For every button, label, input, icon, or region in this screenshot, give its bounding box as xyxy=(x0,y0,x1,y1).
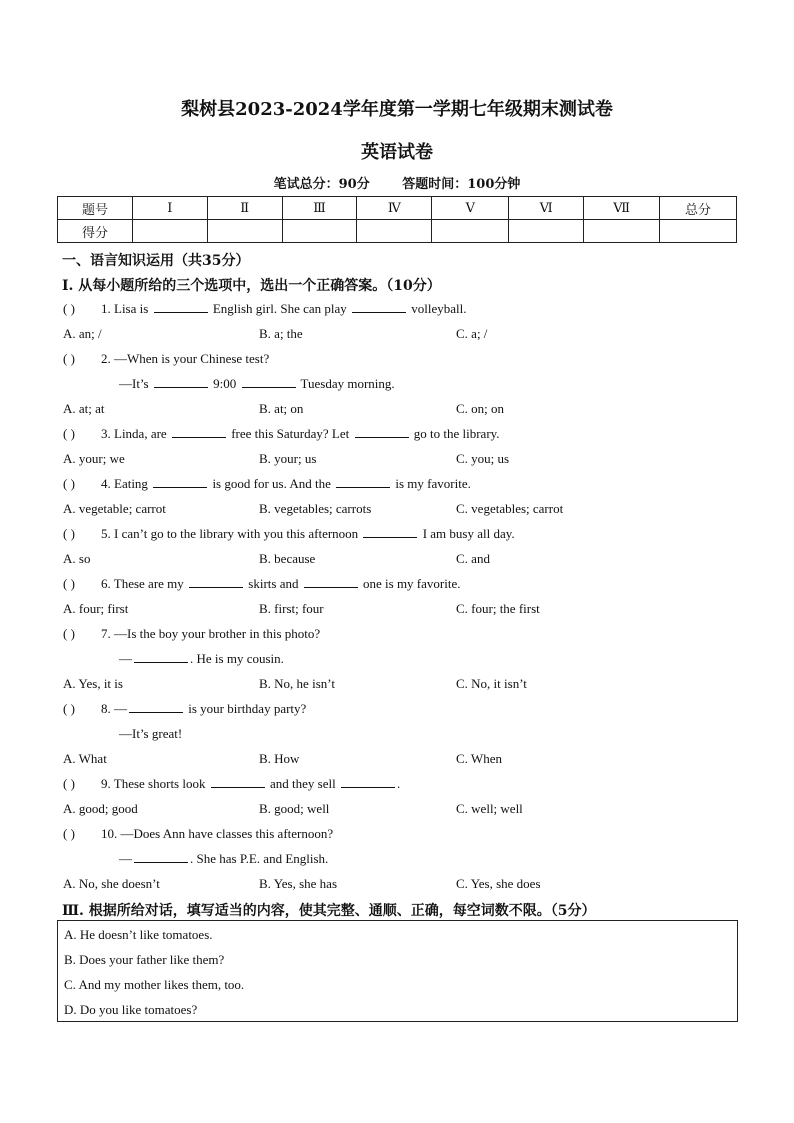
score-cell[interactable] xyxy=(207,220,282,243)
option-b: B. No, he isn’t xyxy=(259,676,335,691)
score-cell[interactable] xyxy=(660,220,737,243)
option-a: A. four; first xyxy=(63,601,129,616)
score-table-header-cell: Ⅵ xyxy=(509,197,584,220)
box-option-b: B. Does your father like them? xyxy=(64,952,225,967)
answer-blank[interactable] xyxy=(154,376,208,388)
answer-paren[interactable]: ( ) xyxy=(63,626,75,641)
question-line xyxy=(63,301,467,317)
question-text: . xyxy=(396,776,401,791)
score-table-score-row xyxy=(58,220,737,243)
question-text: is good for us. And the xyxy=(209,476,335,491)
exam-title: 梨树县2023-2024学年度第一学期七年级期末测试卷 xyxy=(181,99,613,120)
answer-blank[interactable] xyxy=(352,301,406,313)
option-c: C. well; well xyxy=(456,801,523,816)
score-table-header-cell: Ⅴ xyxy=(432,197,509,220)
score-table-header-cell: Ⅲ xyxy=(282,197,357,220)
exam-info xyxy=(0,173,794,192)
question-text: Eating xyxy=(114,476,152,491)
option-a: A. What xyxy=(63,751,107,766)
score-cell[interactable] xyxy=(509,220,584,243)
question-text: is my favorite. xyxy=(392,476,471,491)
question-number: 1. xyxy=(101,301,111,316)
score-row-label: 得分 xyxy=(58,220,133,243)
answer-paren[interactable]: ( ) xyxy=(63,351,75,366)
question-line xyxy=(63,351,269,367)
score-cell[interactable] xyxy=(432,220,509,243)
question-text: and they sell xyxy=(266,776,339,791)
question-number: 10. xyxy=(101,826,118,841)
question-line xyxy=(63,701,306,717)
score-cell[interactable] xyxy=(584,220,660,243)
question-text: Linda, are xyxy=(114,426,170,441)
question-text: volleyball. xyxy=(408,301,467,316)
question-line xyxy=(119,376,395,392)
question-text: English girl. She can play xyxy=(209,301,351,316)
question-text: These shorts look xyxy=(113,776,209,791)
question-text: skirts and xyxy=(245,576,302,591)
box-option-d: D. Do you like tomatoes? xyxy=(64,1002,198,1017)
option-b: B. because xyxy=(259,551,316,566)
question-text: one is my favorite. xyxy=(359,576,461,591)
question-text: I am busy all day. xyxy=(419,526,515,541)
score-table-header-cell: Ⅰ xyxy=(132,197,207,220)
score-cell[interactable] xyxy=(357,220,432,243)
answer-paren[interactable]: ( ) xyxy=(63,776,75,791)
score-table-header-row xyxy=(58,197,737,220)
score-table-header-cell: Ⅳ xyxy=(357,197,432,220)
option-b: B. Yes, she has xyxy=(259,876,338,891)
option-b: B. your; us xyxy=(259,451,317,466)
question-text: go to the library. xyxy=(410,426,500,441)
question-text: —Does Ann have classes this afternoon? xyxy=(120,826,334,841)
option-a: A. at; at xyxy=(63,401,105,416)
option-c: C. four; the first xyxy=(456,601,540,616)
question-line xyxy=(119,851,328,867)
question-text: 9:00 xyxy=(209,376,240,391)
score-table-header-cell: 题号 xyxy=(58,197,133,220)
option-c: C. vegetables; carrot xyxy=(456,501,564,516)
exam-subtitle: 英语试卷 xyxy=(361,142,433,163)
question-text: — xyxy=(119,851,132,866)
part-1-heading: Ⅰ. 从每小题所给的三个选项中，选出一个正确答案。（10分） xyxy=(62,278,441,294)
answer-blank[interactable] xyxy=(355,426,409,438)
score-table xyxy=(57,196,737,243)
question-text: . He is my cousin. xyxy=(190,651,284,666)
question-number: 7. xyxy=(101,626,111,641)
answer-paren[interactable]: ( ) xyxy=(63,576,75,591)
question-text: —When is your Chinese test? xyxy=(114,351,270,366)
box-option-a: A. He doesn’t like tomatoes. xyxy=(64,927,213,942)
question-text: . She has P.E. and English. xyxy=(190,851,329,866)
option-a: A. an; / xyxy=(63,326,102,341)
question-text: Lisa is xyxy=(114,301,152,316)
answer-paren[interactable]: ( ) xyxy=(63,476,75,491)
answer-blank[interactable] xyxy=(336,476,390,488)
score-table-header-cell: Ⅶ xyxy=(584,197,660,220)
question-line xyxy=(119,651,284,667)
option-c: C. and xyxy=(456,551,490,566)
box-option-c: C. And my mother likes them, too. xyxy=(64,977,245,992)
option-a: A. No, she doesn’t xyxy=(63,876,160,891)
option-c: C. No, it isn’t xyxy=(456,676,527,691)
answer-paren[interactable]: ( ) xyxy=(63,701,75,716)
question-text: — xyxy=(119,651,132,666)
option-b: B. at; on xyxy=(259,401,304,416)
option-c: C. When xyxy=(456,751,502,766)
answer-blank[interactable] xyxy=(134,651,188,663)
section-1-heading: 一、语言知识运用（共35分） xyxy=(62,253,250,269)
question-text: —It’s great! xyxy=(119,726,183,741)
question-line xyxy=(119,726,182,742)
question-number: 5. xyxy=(101,526,111,541)
question-line xyxy=(63,626,320,642)
question-line xyxy=(63,476,471,492)
answer-blank[interactable] xyxy=(304,576,358,588)
answer-blank[interactable] xyxy=(154,301,208,313)
question-number: 3. xyxy=(101,426,111,441)
question-number: 6. xyxy=(101,576,111,591)
answer-blank[interactable] xyxy=(153,476,207,488)
answer-blank[interactable] xyxy=(363,526,417,538)
score-total: 笔试总分：90分 xyxy=(273,177,370,192)
question-text: — xyxy=(114,701,127,716)
question-text: Tuesday morning. xyxy=(297,376,395,391)
option-a: A. good; good xyxy=(63,801,138,816)
question-text: —It’s xyxy=(119,376,152,391)
option-a: A. Yes, it is xyxy=(63,676,123,691)
answer-blank[interactable] xyxy=(189,576,243,588)
question-text: —Is the boy your brother in this photo? xyxy=(114,626,321,641)
option-c: C. Yes, she does xyxy=(456,876,541,891)
option-a: A. so xyxy=(63,551,91,566)
question-text: I can’t go to the library with you this afternoon xyxy=(114,526,362,541)
question-line xyxy=(63,426,500,442)
option-a: A. vegetable; carrot xyxy=(63,501,166,516)
score-table-header-cell: Ⅱ xyxy=(207,197,282,220)
question-line xyxy=(63,776,400,792)
option-c: C. on; on xyxy=(456,401,505,416)
question-text: These are my xyxy=(113,576,188,591)
answer-blank[interactable] xyxy=(341,776,395,788)
option-a: A. your; we xyxy=(63,451,125,466)
answer-blank[interactable] xyxy=(242,376,296,388)
option-b: B. good; well xyxy=(259,801,330,816)
answer-time: 答题时间：100分钟 xyxy=(402,177,521,192)
question-text: is your birthday party? xyxy=(185,701,307,716)
option-b: B. first; four xyxy=(259,601,324,616)
dialogue-options-box xyxy=(57,920,738,1022)
question-line xyxy=(63,526,515,542)
answer-paren[interactable]: ( ) xyxy=(63,526,75,541)
question-text: free this Saturday? Let xyxy=(227,426,353,441)
answer-paren[interactable]: ( ) xyxy=(63,301,75,316)
score-table-header-cell: 总分 xyxy=(660,197,737,220)
option-b: B. vegetables; carrots xyxy=(259,501,372,516)
option-b: B. a; the xyxy=(259,326,303,341)
score-cell[interactable] xyxy=(282,220,357,243)
answer-blank[interactable] xyxy=(129,701,183,713)
question-number: 2. xyxy=(101,351,111,366)
option-b: B. How xyxy=(259,751,300,766)
answer-paren[interactable]: ( ) xyxy=(63,826,75,841)
question-line xyxy=(63,576,460,592)
answer-paren[interactable]: ( ) xyxy=(63,426,75,441)
answer-blank[interactable] xyxy=(211,776,265,788)
question-number: 4. xyxy=(101,476,111,491)
question-number: 8. xyxy=(101,701,111,716)
answer-blank[interactable] xyxy=(134,851,188,863)
option-c: C. a; / xyxy=(456,326,488,341)
answer-blank[interactable] xyxy=(172,426,226,438)
question-number: 9. xyxy=(101,776,111,791)
option-c: C. you; us xyxy=(456,451,510,466)
score-cell[interactable] xyxy=(132,220,207,243)
part-3-heading: Ⅲ. 根据所给对话，填写适当的内容，使其完整、通顺、正确，每空词数不限。（5分） xyxy=(62,903,596,919)
question-line xyxy=(63,826,333,842)
